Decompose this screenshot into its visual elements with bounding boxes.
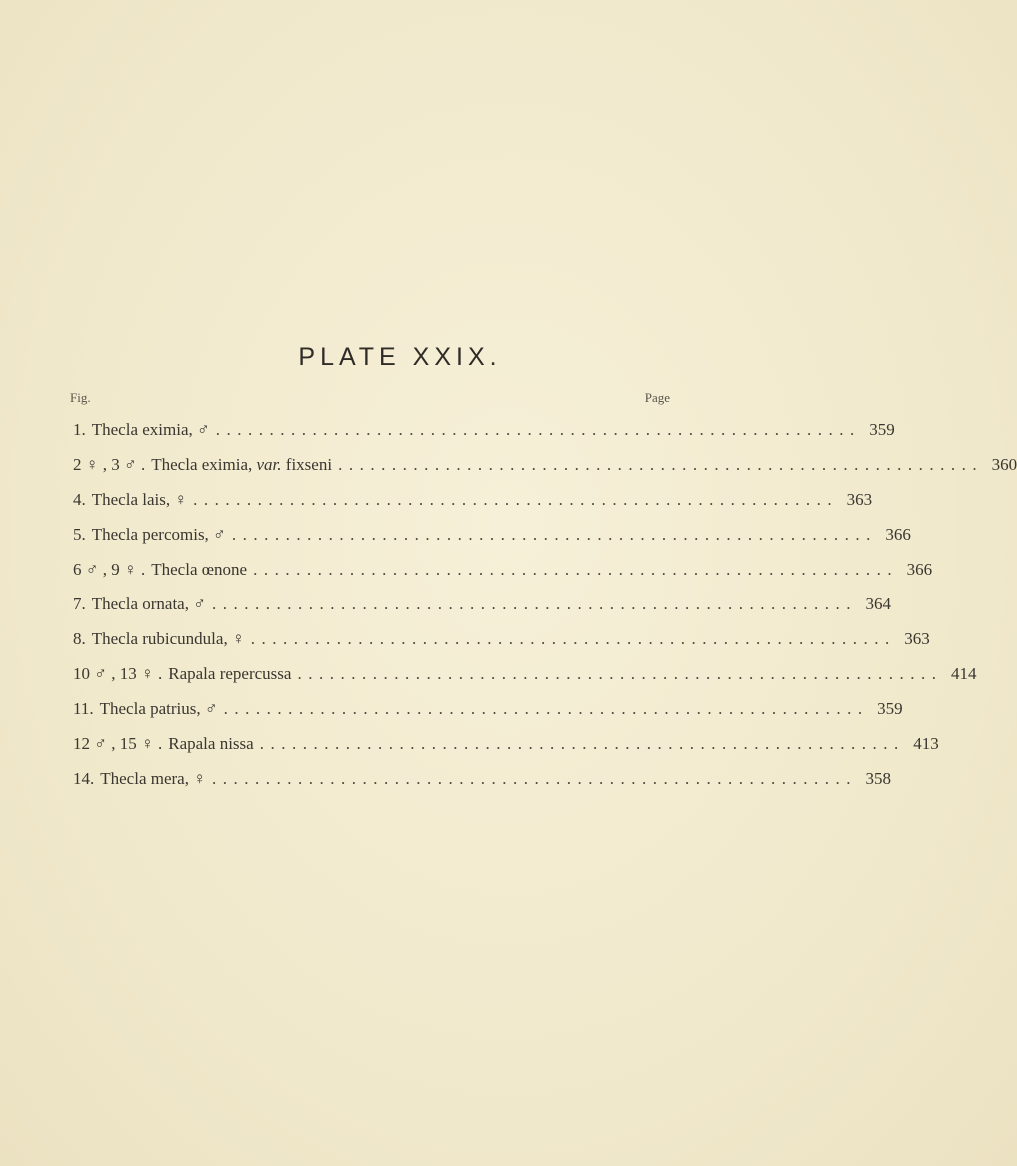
dot-leader: ............................................................	[297, 664, 943, 684]
figure-number: 7.	[73, 594, 86, 614]
page-number: 358	[865, 768, 891, 788]
figure-number: 12 ♂ , 15 ♀ .	[73, 734, 163, 754]
figure-number: 10 ♂ , 13 ♀ .	[73, 664, 163, 684]
page-number: 359	[877, 699, 903, 719]
species-name: Thecla rubicundula, ♀	[91, 629, 245, 649]
page-number: 413	[913, 734, 939, 754]
dot-leader: ............................................................	[253, 559, 899, 579]
species-name: Thecla patrius, ♂	[99, 699, 218, 719]
page-number: 359	[869, 420, 895, 439]
species-name: Thecla eximia, ♂	[91, 420, 210, 439]
figure-number: 14.	[73, 768, 95, 788]
list-item	[73, 768, 891, 804]
figure-number: 6 ♂ , 9 ♀ .	[73, 559, 146, 579]
fig-column-header: Fig.	[70, 390, 91, 405]
figure-number: 2 ♀ , 3 ♂ .	[73, 454, 146, 474]
dot-leader: ............................................................	[259, 734, 905, 754]
dot-leader: ............................................................	[250, 629, 896, 649]
figure-number: 8.	[73, 629, 86, 649]
species-name: Thecla mera, ♀	[100, 768, 206, 788]
page-column-header: Page	[644, 390, 670, 405]
page-number: 363	[904, 629, 930, 649]
figure-number: 4.	[73, 489, 86, 509]
dot-leader: ............................................................	[231, 524, 877, 544]
dot-leader: ............................................................	[193, 489, 839, 509]
plate-title: PLATE XXIX.	[298, 343, 502, 371]
list-item	[73, 664, 977, 699]
list-item	[73, 559, 933, 595]
dot-leader: ............................................................	[223, 699, 869, 719]
page-number: 360	[991, 454, 1017, 474]
list-item	[73, 594, 891, 629]
plate-contents-list	[73, 420, 1017, 804]
list-item	[73, 629, 930, 664]
dot-leader: ............................................................	[211, 768, 857, 788]
list-item	[73, 524, 911, 560]
species-name: Thecla œnone	[151, 559, 248, 579]
species-name: Rapala repercussa	[168, 664, 292, 684]
list-item	[73, 489, 873, 525]
page-number: 414	[950, 664, 977, 684]
page-number: 366	[885, 524, 911, 544]
species-name: Thecla lais, ♀	[91, 489, 188, 509]
species-name: Thecla percomis, ♂	[91, 524, 226, 544]
species-name: Rapala nissa	[168, 734, 254, 754]
figure-number: 1.	[73, 420, 86, 439]
page-number: 364	[865, 594, 891, 614]
figure-number: 5.	[73, 524, 86, 544]
list-item	[73, 420, 895, 455]
dot-leader: ............................................................	[338, 454, 984, 474]
page-number: 366	[906, 559, 933, 579]
species-name: Thecla ornata, ♂	[91, 594, 206, 614]
species-name: Thecla eximia, var. fixseni	[151, 454, 333, 474]
dot-leader: ............................................................	[215, 420, 861, 439]
list-item	[73, 699, 903, 734]
page-number: 363	[846, 489, 873, 509]
list-item	[73, 734, 939, 769]
dot-leader: ............................................................	[211, 594, 857, 614]
list-item	[73, 454, 1017, 490]
figure-number: 11.	[73, 699, 94, 719]
